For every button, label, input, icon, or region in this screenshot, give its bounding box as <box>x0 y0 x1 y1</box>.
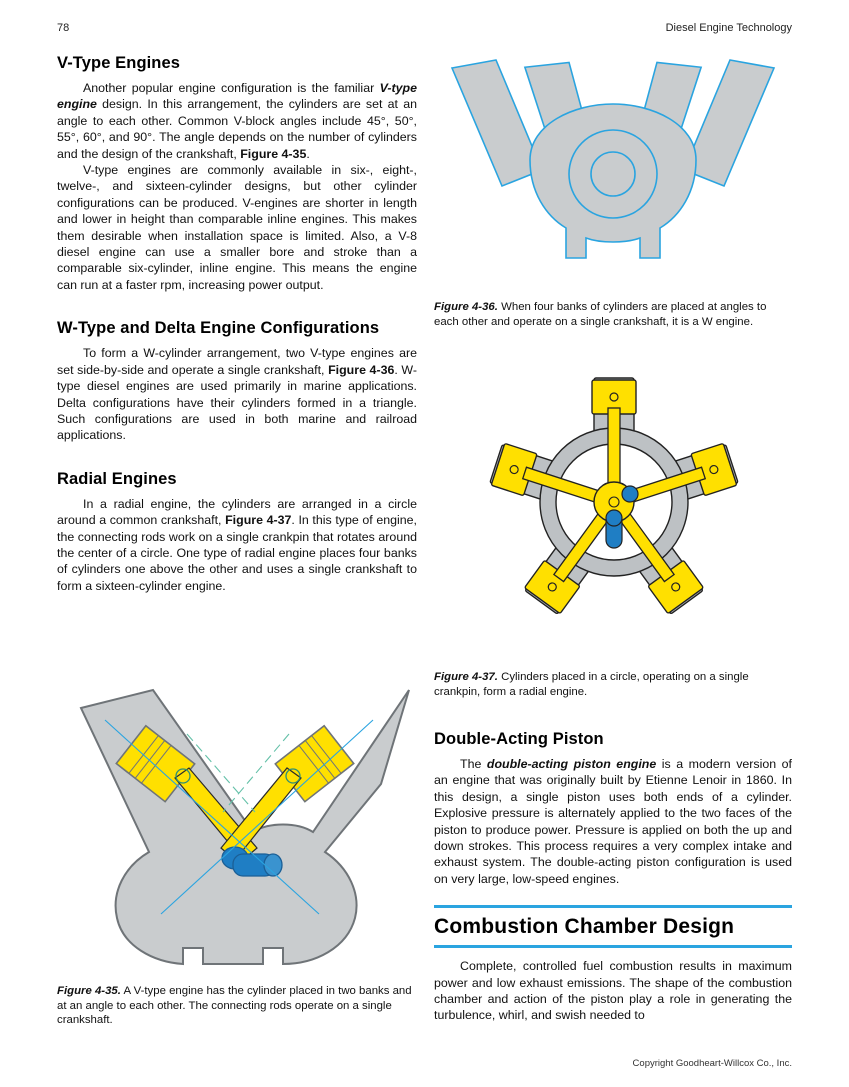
term-v-type-engine: V-type engine <box>57 81 417 112</box>
figure-4-37-label: Figure 4-37. <box>434 671 498 683</box>
page-number: 78 <box>57 22 70 34</box>
left-column <box>57 54 417 594</box>
paragraph-radial-1: In a radial engine, the cylinders are arranged in a circle around a common crankshaft, Figure 4-37. In this type of engine, the connecting rods work on a single crankpin that rotates around the center of a circle. One type of radial engine places four banks of cylinders one above the other and uses a single crankshaft to form a sixteen-cylinder engine. <box>57 496 418 593</box>
heading-double-acting-piston: Double-Acting Piston <box>434 730 604 748</box>
figure-ref-4-35: Figure 4-35 <box>240 146 307 161</box>
accent-rule-top <box>434 905 792 908</box>
figure-4-37-caption <box>434 670 792 699</box>
paragraph-double-acting-1: The double-acting piston engine is a modern version of an engine that was originally built by Etienne Lenoir in 1860. In this design, a single piston uses both ends of a cylinder. Explosive pressure is alternately applied to the two faces of the piston to produce power. Pressure is applied on both the up and down strokes. This process requires a very complex intake and exhaust system. The double-acting piston configuration is used on very large, low-speed engines. <box>434 757 792 886</box>
right-column <box>434 730 792 1024</box>
paragraph-v-type-1: Another popular engine configuration is the familiar V-type engine design. In this arrangement, the cylinders are set at an angle to each other. Common V-block angles include 45°, 50°, 55°, 60°, and 90°. The angle depends on the number of cylinders and the design of the crankshaft, Figure 4-35. <box>57 81 417 161</box>
figure-4-36-caption <box>434 300 792 329</box>
figure-ref-4-37: Figure 4-37 <box>225 513 292 528</box>
paragraph-w-type-1: To form a W-cylinder arrangement, two V-type engines are set side-by-side and operate a single crankshaft, Figure 4-36. W-type diesel engines are used primarily in marine applications. Delta configurations have their cylinders formed in a triangle. Such configurations are used in both marine and railroad applications. <box>57 346 417 443</box>
figure-ref-4-36: Figure 4-36 <box>328 362 395 377</box>
figure-4-36-label: Figure 4-36. <box>434 301 498 313</box>
heading-radial-engines: Radial Engines <box>57 469 177 488</box>
figure-4-35-image <box>57 672 417 972</box>
figure-4-35-text: A V-type engine has the cylinder placed in two banks and at an angle to each other. The connecting rods operate on a single crankshaft. <box>57 985 412 1027</box>
figure-4-35-label: Figure 4-35. <box>57 985 121 997</box>
accent-rule-bottom <box>434 945 792 948</box>
copyright-notice: Copyright Goodheart-Willcox Co., Inc. <box>632 1058 792 1069</box>
paragraph-v-type-2: V-type engines are commonly available in six-, eight-, twelve-, and sixteen-cylinder designs, but other cylinder configurations can be produced. V-engines are shorter in length and lower in height than comparable inline engines. This makes them desirable when installation space is limited. Also, a V-8 diesel engine can use a smaller bore and stroke than a comparable six-cylinder, inline engine. This means the engine can run at a faster rpm, increasing power output. <box>57 163 417 292</box>
figure-4-36-text: When four banks of cylinders are placed at angles to each other and operate on a single crankshaft, it is a W engine. <box>434 301 767 328</box>
major-heading-block <box>434 905 792 948</box>
heading-combustion-chamber-design: Combustion Chamber Design <box>434 915 735 939</box>
term-double-acting-piston-engine: double-acting piston engine <box>486 757 657 771</box>
paragraph-combustion-1: Complete, controlled fuel combustion results in maximum power and low exhaust emissions. The shape of the combustion chamber and action of the piston play a role in generating the turbulence, whirl, and swish needed to <box>434 959 792 1023</box>
figure-4-36-image <box>434 52 792 292</box>
running-head: Diesel Engine Technology <box>665 22 792 34</box>
figure-4-37-text: Cylinders placed in a circle, operating on a single crankpin, form a radial engine. <box>434 671 749 698</box>
figure-4-35-caption <box>57 984 417 1028</box>
figure-4-37-image <box>434 352 792 652</box>
heading-w-type-delta: W-Type and Delta Engine Configurations <box>57 319 380 338</box>
heading-v-type-engines: V-Type Engines <box>57 54 181 72</box>
